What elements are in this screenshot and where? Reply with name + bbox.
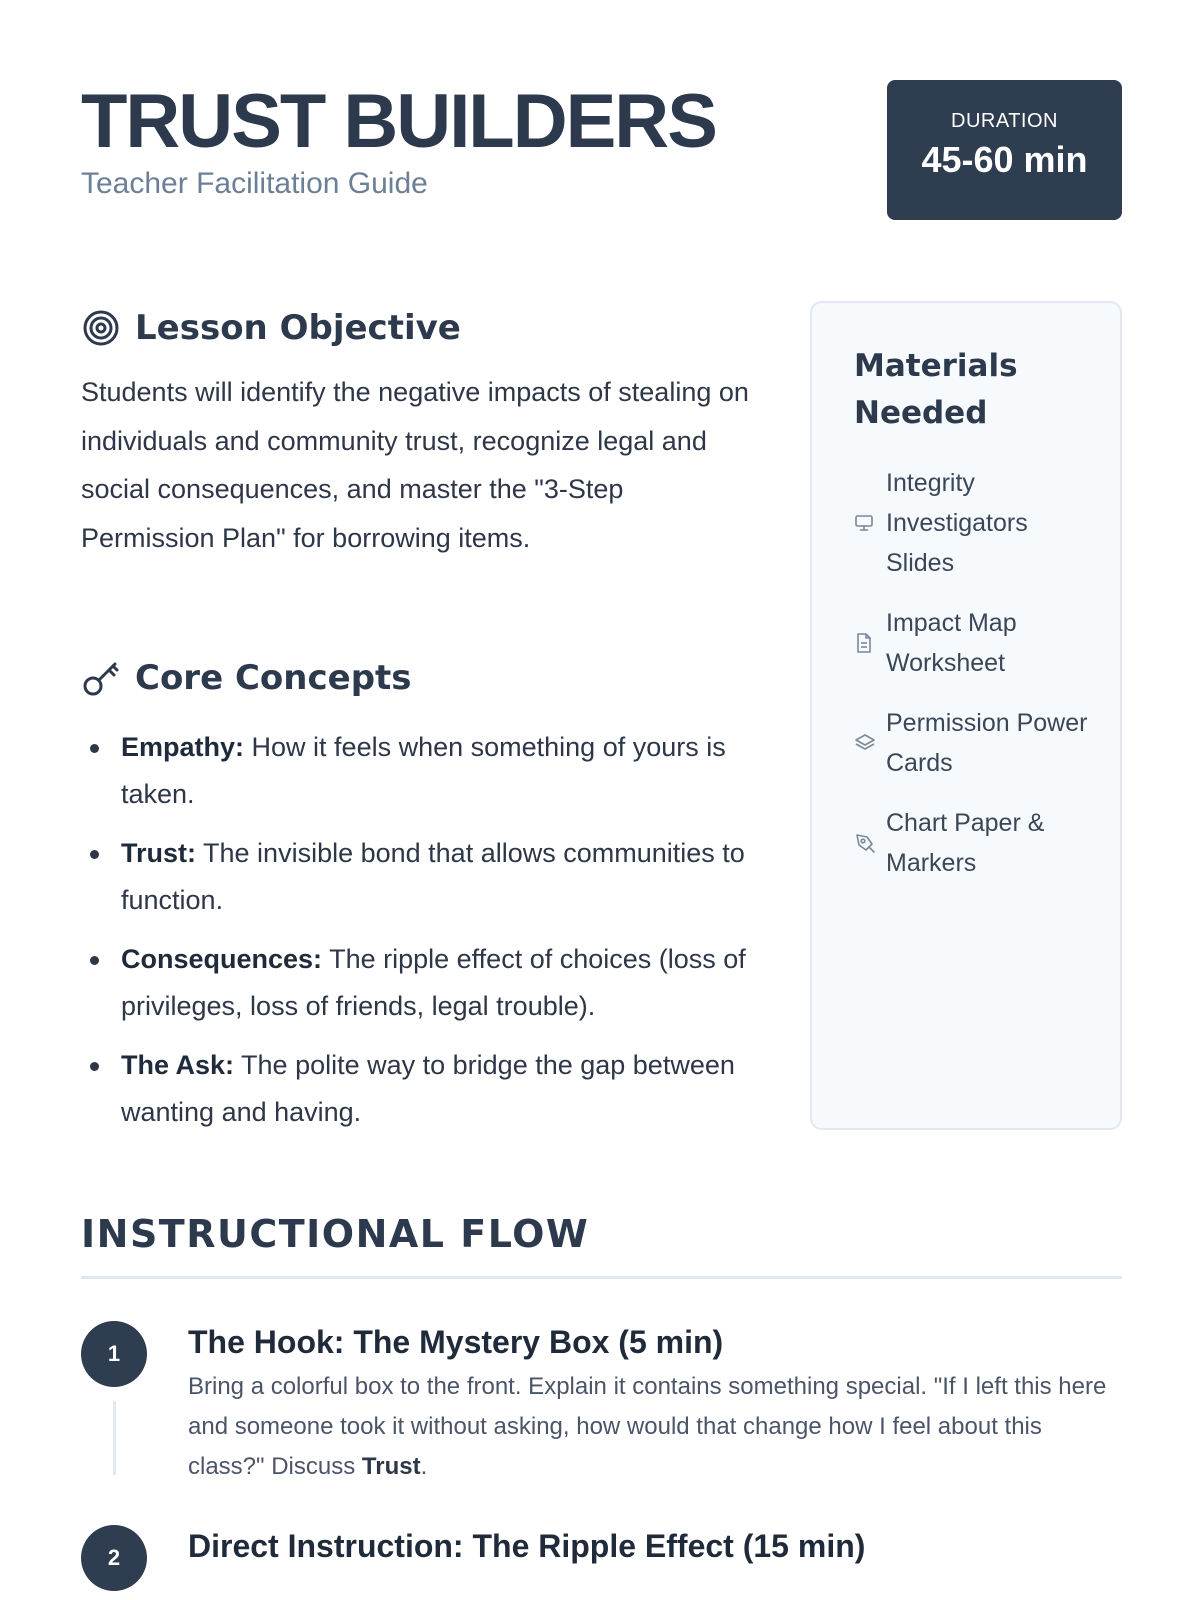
concept-definition: The ripple effect of choices (loss of privileges, loss of friends, legal trouble). <box>121 944 746 1021</box>
list-item <box>81 936 761 1029</box>
material-label: Integrity Investigators Slides <box>886 469 1028 577</box>
material-label: Permission Power Cards <box>886 709 1088 777</box>
step-number-badge: 2 <box>81 1525 147 1591</box>
concept-term: Empathy: <box>121 732 245 762</box>
duration-badge <box>887 80 1122 220</box>
step-description <box>188 1367 1122 1487</box>
lesson-objective-header <box>81 300 751 356</box>
material-label: Impact Map Worksheet <box>886 609 1017 677</box>
list-item <box>81 830 761 923</box>
concept-definition: The polite way to bridge the gap between wanting and having. <box>121 1050 735 1127</box>
list-item <box>854 463 1100 583</box>
list-item <box>81 1042 761 1135</box>
lesson-objective-section <box>81 300 751 562</box>
materials-card <box>810 301 1122 1130</box>
list-item <box>854 803 1100 883</box>
monitor-icon <box>854 514 886 532</box>
key-icon <box>81 658 121 698</box>
materials-list <box>854 463 1100 883</box>
flow-step <box>81 1321 1122 1487</box>
page-title: TRUST BUILDERS <box>81 79 716 164</box>
step-number-badge: 1 <box>81 1321 147 1387</box>
concept-term: Trust: <box>121 838 197 868</box>
page-subtitle: Teacher Facilitation Guide <box>81 167 428 200</box>
list-item <box>854 703 1100 783</box>
step-connector-line <box>113 1401 116 1475</box>
materials-heading: Materials Needed <box>854 348 1018 431</box>
document-icon <box>854 632 886 654</box>
core-concepts-header <box>81 650 761 706</box>
instructional-flow-section <box>81 1212 1122 1600</box>
duration-label: DURATION <box>951 110 1058 132</box>
lesson-objective-text: Students will identify the negative impacts of stealing on individuals and community trust, recognize legal and social consequences, and master the "3-Step Permission Plan" for borrowing items. <box>81 377 749 553</box>
duration-value: 45-60 min <box>921 139 1088 180</box>
concept-definition: The invisible bond that allows communities to function. <box>121 838 745 915</box>
instructional-flow-heading: INSTRUCTIONAL FLOW <box>81 1212 1122 1279</box>
concept-term: The Ask: <box>121 1050 235 1080</box>
flow-step <box>81 1525 1122 1570</box>
pen-icon <box>854 832 886 854</box>
material-label: Chart Paper & Markers <box>886 809 1045 877</box>
core-concepts-section <box>81 650 761 1148</box>
concept-definition: How it feels when something of yours is taken. <box>121 732 726 809</box>
step-description-emphasis: Trust <box>361 1453 421 1480</box>
list-item <box>854 603 1100 683</box>
target-icon <box>81 308 121 348</box>
concept-term: Consequences: <box>121 944 323 974</box>
concept-list <box>81 724 761 1135</box>
core-concepts-heading: Core Concepts <box>135 658 412 698</box>
page-header <box>81 80 1122 220</box>
list-item <box>81 724 761 817</box>
step-title: Direct Instruction: The Ripple Effect (15 min) <box>188 1528 866 1564</box>
step-description-text: Bring a colorful box to the front. Explain it contains something special. "If I left this here and someone took it without asking, how would that change how I feel about this class?" Discuss <box>188 1373 1107 1480</box>
step-title: The Hook: The Mystery Box (5 min) <box>188 1324 724 1360</box>
layers-icon <box>854 733 886 753</box>
lesson-objective-heading: Lesson Objective <box>135 308 461 348</box>
step-description-end: . <box>420 1453 428 1480</box>
steps-list <box>81 1321 1122 1570</box>
